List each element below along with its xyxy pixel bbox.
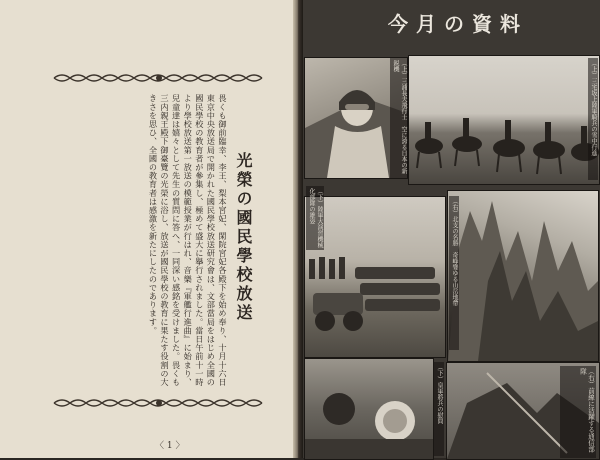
- photo-soldiers: [304, 358, 434, 460]
- caption-cavalry: （上）三宅坂上陸軍騎兵の雪中行進: [588, 58, 598, 180]
- caption-soldiers: （下）皇軍將兵の慰問: [434, 362, 444, 456]
- page-number: 〈 1 〉: [155, 441, 185, 451]
- caption-armored-vehicles: （下）陸軍大演習機械化部隊の雄姿: [308, 188, 323, 248]
- book-gutter: [293, 0, 303, 458]
- caption-rock-peaks: （右）北支の名勝 奇峰聳ゆる山岳地帶: [449, 196, 459, 350]
- top-ornament-border: [52, 71, 266, 85]
- bottom-ornament-border: [52, 396, 266, 410]
- photo-rock-peaks: [447, 190, 599, 362]
- photo-cavalry: [408, 55, 600, 185]
- caption-communications-unit: （右）前線に活躍する通信部隊: [560, 366, 596, 458]
- photo-armored-vehicles: [304, 196, 446, 358]
- photo-page-title: 今月の資料: [388, 12, 528, 36]
- article-body: 畏くも御前臨幸、李王、梨本宮妃、閑院宮妃各殿下を始め奉り、十月十六日東京中央放送局で開かれた國民學校放送研究會は、文部當局をはじめ全國の國民學校の教育者が參集し、極めて盛大に擧行されました。當日午前十一時より學校放送第一放送の模範授業が行はれ、音樂『軍艦行進曲』に始まり、兒童達は嬉々として先生の質問に答へ、一同深い感銘を受けました。畏くも三内親王殿下御臺覽の光榮に浴し、放送が國民學校の教育に果たす役割の大きさを思ひ、全國の教育者は感激を新たにしたのであります。: [148, 94, 228, 387]
- article-title: 光榮の國民學校放送: [234, 152, 253, 323]
- caption-aviator: （上）三浦長夫飛行士 空に誇る日本の新鋭機: [390, 58, 408, 178]
